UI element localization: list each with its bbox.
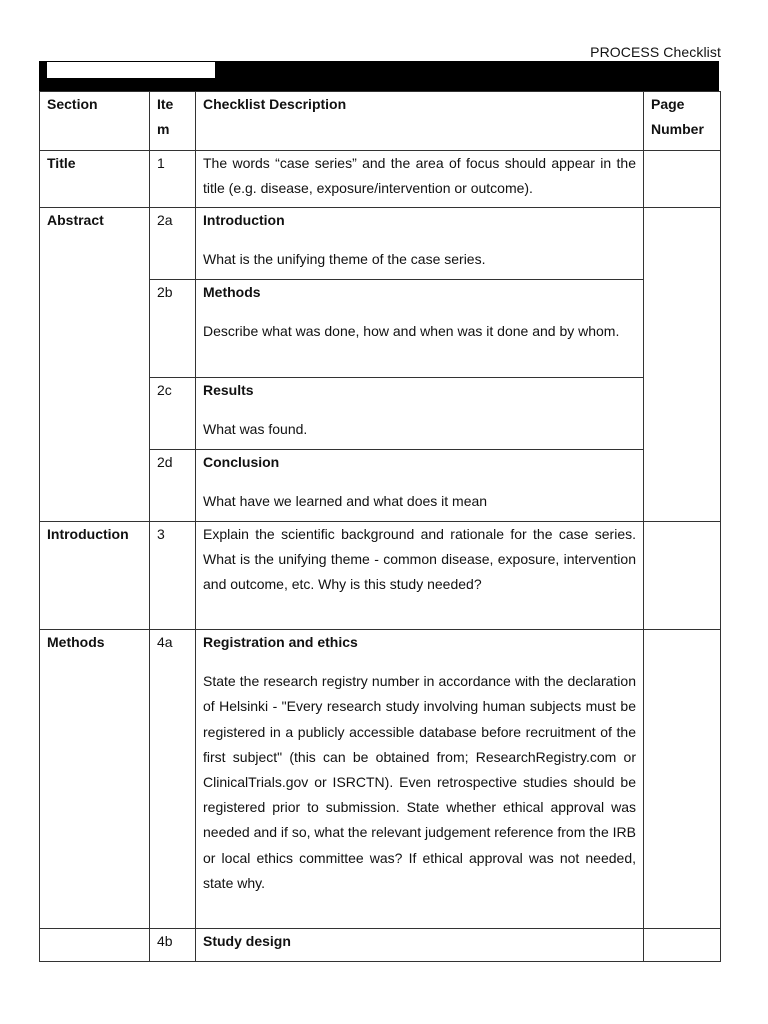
title-banner <box>39 61 719 92</box>
row-description <box>196 378 644 450</box>
column-header-description: Checklist Description <box>196 92 644 151</box>
table-row <box>40 208 721 280</box>
row-page-number <box>644 151 721 208</box>
row-subheading: Conclusion <box>203 454 280 470</box>
row-page-number <box>644 630 721 929</box>
row-subheading: Methods <box>203 284 261 300</box>
row-section: Introduction <box>40 522 150 630</box>
table-header-row <box>40 92 721 151</box>
row-page-number <box>644 208 721 522</box>
row-text: What have we learned and what does it mean <box>203 493 488 510</box>
table-row <box>40 929 721 962</box>
row-subheading: Results <box>203 382 254 398</box>
row-text: Explain the scientific background and rationale for the case series. What is the unifying theme - common disease, exposure, intervention and outcome, etc. Why is this study needed? <box>203 526 636 593</box>
row-page-number <box>644 522 721 630</box>
row-page-number <box>644 929 721 962</box>
row-description <box>196 630 644 929</box>
table-row <box>40 630 721 929</box>
table-row <box>40 522 721 630</box>
row-text: What was found. <box>203 421 308 438</box>
row-subheading: Registration and ethics <box>203 634 358 650</box>
row-text: State the research registry number in accordance with the declaration of Helsinki - "Every research study involving human subjects must be registered in a publicly accessible database before recruitment of the first subject" (this can be obtained from; ResearchRegistry.com or ClinicalTrials.gov or ISRCTN). Even retrospective studies should be registered prior to submission. State whether ethical approval was needed and if so, what the relevant judgement reference from the IRB or local ethics committee was? If ethical approval was not needed, state why. <box>203 673 636 891</box>
row-item: 1 <box>150 151 196 208</box>
row-description <box>196 151 644 208</box>
row-text: Describe what was done, how and when was it done and by whom. <box>203 323 620 340</box>
row-section: Title <box>40 151 150 208</box>
table-row <box>40 151 721 208</box>
row-item: 3 <box>150 522 196 630</box>
row-item: 4b <box>150 929 196 962</box>
document-header-title: PROCESS Checklist <box>590 44 721 60</box>
column-header-page: Page Number <box>644 92 721 151</box>
row-item: 4a <box>150 630 196 929</box>
row-subheading: Study design <box>203 933 291 949</box>
row-description <box>196 522 644 630</box>
row-section <box>40 929 150 962</box>
row-description <box>196 208 644 280</box>
row-description <box>196 929 644 962</box>
row-item: 2a <box>150 208 196 280</box>
column-header-item: Ite m <box>150 92 196 151</box>
row-item: 2b <box>150 280 196 378</box>
row-text: The words “case series” and the area of focus should appear in the title (e.g. disease, exposure/intervention or outcome). <box>203 155 636 197</box>
redacted-title-box <box>47 62 215 78</box>
row-text: What is the unifying theme of the case series. <box>203 251 486 268</box>
row-item: 2c <box>150 378 196 450</box>
row-subheading: Introduction <box>203 212 285 228</box>
checklist-table <box>39 91 721 962</box>
row-section: Abstract <box>40 208 150 522</box>
row-description <box>196 280 644 378</box>
row-item: 2d <box>150 450 196 522</box>
row-section: Methods <box>40 630 150 929</box>
column-header-section: Section <box>40 92 150 151</box>
row-description <box>196 450 644 522</box>
